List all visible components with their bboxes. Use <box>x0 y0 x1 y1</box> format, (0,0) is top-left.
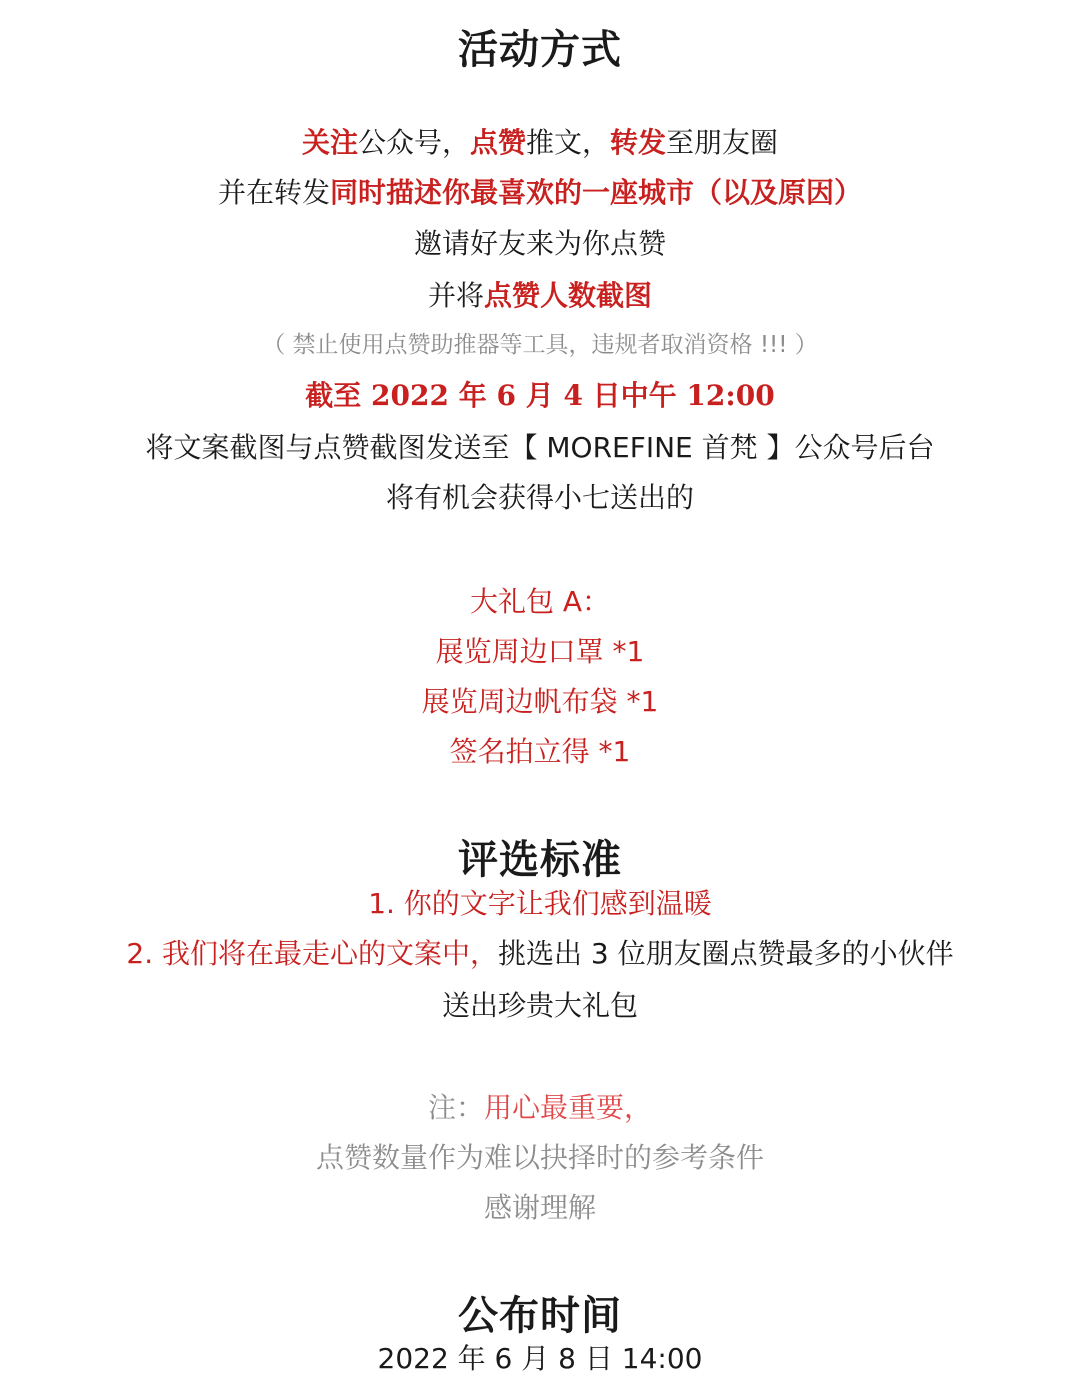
rule-warning-note: （ 禁止使用点赞助推器等工具，违规者取消资格 !!! ） <box>262 332 818 358</box>
remark-label: 注： <box>427 1091 484 1124</box>
deadline: 截至 2022 年 6 月 4 日中午 12:00 <box>305 379 775 412</box>
rule-line-describe <box>0 171 1080 211</box>
remark-line-1 <box>0 1086 1080 1126</box>
gift-item: 展览周边帆布袋 *1 <box>421 685 659 718</box>
gift-title: 大礼包 A： <box>469 585 611 618</box>
highlight-follow: 关注 <box>301 126 358 159</box>
rule-line-follow <box>0 121 1080 161</box>
rule-text: 并在转发 <box>217 176 330 209</box>
rule-line-chance: 将有机会获得小七送出的 <box>385 481 694 514</box>
highlight-screenshot: 点赞人数截图 <box>484 279 653 312</box>
remark-line-3: 感谢理解 <box>483 1191 596 1224</box>
criteria-item-3: 送出珍贵大礼包 <box>441 989 638 1022</box>
highlight-like: 点赞 <box>469 126 526 159</box>
section-title-criteria: 评选标准 <box>458 836 622 883</box>
rule-line-invite: 邀请好友来为你点赞 <box>413 227 666 260</box>
section-title-activity: 活动方式 <box>458 26 622 73</box>
gift-item: 签名拍立得 *1 <box>449 735 631 768</box>
remark-highlight: 用心最重要， <box>484 1091 653 1124</box>
publish-date: 2022 年 6 月 8 日 14:00 <box>377 1342 703 1375</box>
rule-text: 推文， <box>526 126 611 159</box>
rule-text: 公众号， <box>357 126 470 159</box>
criteria-text: 挑选出 3 位朋友圈点赞最多的小伙伴 <box>498 937 954 970</box>
gift-item: 展览周边口罩 *1 <box>435 635 645 668</box>
rule-line-send: 将文案截图与点赞截图发送至【 MOREFINE 首梵 】公众号后台 <box>145 431 935 464</box>
section-title-publish: 公布时间 <box>458 1292 622 1339</box>
rule-text: 并将 <box>427 279 484 312</box>
criteria-item-2 <box>0 932 1080 972</box>
rule-text: 至朋友圈 <box>666 126 779 159</box>
highlight-city: 同时描述你最喜欢的一座城市（以及原因） <box>330 176 863 209</box>
rule-line-screenshot <box>0 274 1080 314</box>
highlight-share: 转发 <box>610 126 667 159</box>
criteria-highlight: 2. 我们将在最走心的文案中， <box>126 937 498 970</box>
remark-line-2: 点赞数量作为难以抉择时的参考条件 <box>315 1141 764 1174</box>
criteria-item-1: 1. 你的文字让我们感到温暖 <box>368 887 712 920</box>
